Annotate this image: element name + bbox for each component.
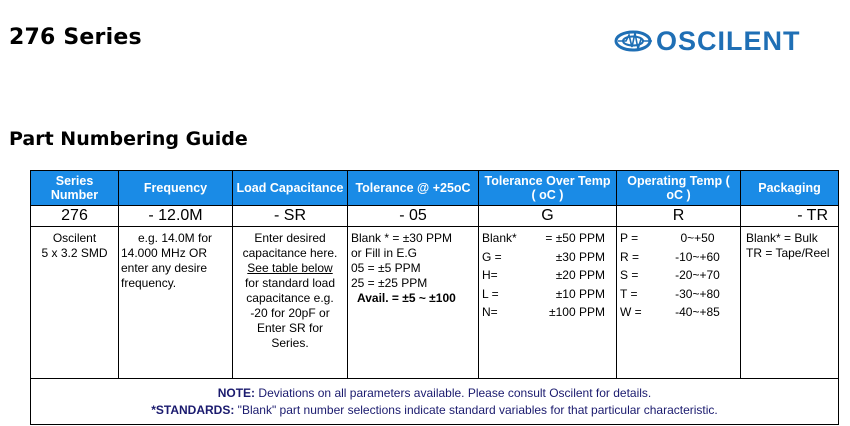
option-code: H=: [482, 268, 498, 282]
tolerance-option: [482, 268, 613, 287]
detail-frequency: [119, 227, 233, 379]
detail-operating-temp: [617, 227, 741, 379]
section-title: Part Numbering Guide: [9, 128, 248, 150]
header-packaging: Packaging: [741, 171, 839, 206]
code-operating-temp: R: [617, 206, 741, 227]
option-value: -20~+70: [675, 268, 720, 282]
header-load-capacitance: Load Capacitance: [233, 171, 348, 206]
header-tolerance-over-temp: Tolerance Over Temp ( oC ): [479, 171, 617, 206]
notes-cell: [31, 379, 839, 425]
option-code: Blank*: [482, 231, 517, 245]
standards-text: "Blank" part number selections indicate standard variables for that particular characteristic.: [234, 402, 718, 417]
temp-option: [620, 268, 737, 287]
option-code: R =: [620, 249, 640, 264]
table-header-row: [31, 171, 839, 206]
code-tolerance-over-temp: G: [479, 206, 617, 227]
header-series-number: Series Number: [31, 171, 119, 206]
standards-line: [31, 402, 838, 419]
detail-line: for standard load: [244, 276, 336, 290]
temp-option: [620, 287, 737, 306]
temp-option: [620, 231, 737, 250]
tolerance-option: [482, 231, 613, 250]
note-line: [31, 385, 838, 402]
detail-line: capacitance e.g.: [246, 291, 334, 305]
option-code: P =: [620, 231, 639, 245]
note-label: NOTE:: [217, 385, 256, 400]
option-code: N=: [482, 305, 498, 319]
detail-line: Enter desired: [254, 231, 326, 245]
header-operating-temp: Operating Temp ( oC ): [617, 171, 741, 206]
option-value: = ±50 PPM: [545, 231, 605, 245]
detail-line: enter any desire: [121, 261, 208, 275]
detail-line: or Fill in E.G: [351, 246, 418, 260]
option-value: ±100 PPM: [549, 305, 605, 319]
detail-line: Series.: [271, 336, 309, 350]
option-value: -40~+85: [675, 305, 720, 319]
detail-load-capacitance: [233, 227, 348, 379]
option-value: ±20 PPM: [555, 268, 605, 282]
detail-tolerance-25c: [348, 227, 479, 379]
standards-label: *STANDARDS:: [151, 402, 235, 417]
option-value: 0~+50: [680, 231, 715, 245]
detail-line: Enter SR for: [256, 321, 324, 335]
see-table-below-link[interactable]: See table below: [247, 261, 333, 275]
tolerance-option: [482, 287, 613, 306]
detail-tolerance-over-temp: [479, 227, 617, 379]
detail-line: capacitance here.: [242, 246, 338, 260]
code-load-capacitance: - SR: [233, 206, 348, 227]
header-frequency: Frequency: [119, 171, 233, 206]
code-series-number: 276: [31, 206, 119, 227]
code-tolerance-25c: - 05: [348, 206, 479, 227]
code-packaging: - TR: [741, 206, 839, 227]
detail-line: Blank * = ±30 PPM: [351, 231, 452, 245]
detail-line: Oscilent: [52, 231, 97, 245]
tolerance-option: [482, 305, 613, 324]
page-title: 276 Series: [9, 25, 142, 50]
option-value: ±30 PPM: [555, 249, 605, 264]
detail-line: 25 = ±25 PPM: [351, 276, 428, 290]
temp-option: [620, 305, 737, 324]
detail-row: [31, 227, 839, 379]
note-text: Deviations on all parameters available. Please consult Oscilent for details.: [255, 385, 652, 400]
oscilent-wave-icon: [614, 27, 654, 55]
code-frequency: - 12.0M: [119, 206, 233, 227]
detail-line: 14.000 MHz OR: [121, 246, 208, 260]
availability-line: Avail. = ±5 ~ ±100: [357, 291, 456, 305]
detail-line: frequency.: [121, 276, 177, 290]
detail-line: 5 x 3.2 SMD: [41, 246, 108, 260]
option-code: L =: [482, 286, 499, 301]
option-code: S =: [620, 268, 639, 282]
option-code: W =: [620, 305, 642, 319]
option-code: T =: [620, 286, 638, 301]
option-value: ±10 PPM: [555, 286, 605, 301]
detail-line: 05 = ±5 PPM: [351, 261, 421, 275]
detail-packaging: [741, 227, 839, 379]
detail-line: -20 for 20pF or: [250, 306, 330, 320]
option-value: -10~+60: [675, 249, 720, 264]
detail-series-number: [31, 227, 119, 379]
detail-line: TR = Tape/Reel: [746, 246, 830, 260]
detail-line: Blank* = Bulk: [746, 231, 818, 245]
option-value: -30~+80: [675, 286, 720, 301]
tolerance-option: [482, 250, 613, 269]
code-row: [31, 206, 839, 227]
detail-line: e.g. 14.0M for: [137, 231, 213, 245]
oscilent-logo: [614, 24, 801, 58]
temp-option: [620, 250, 737, 269]
option-code: G =: [482, 249, 502, 264]
part-numbering-table: [30, 170, 839, 425]
logo-text: OSCILENT: [656, 25, 801, 56]
note-row: [31, 379, 839, 425]
header-tolerance-25c: Tolerance @ +25oC: [348, 171, 479, 206]
